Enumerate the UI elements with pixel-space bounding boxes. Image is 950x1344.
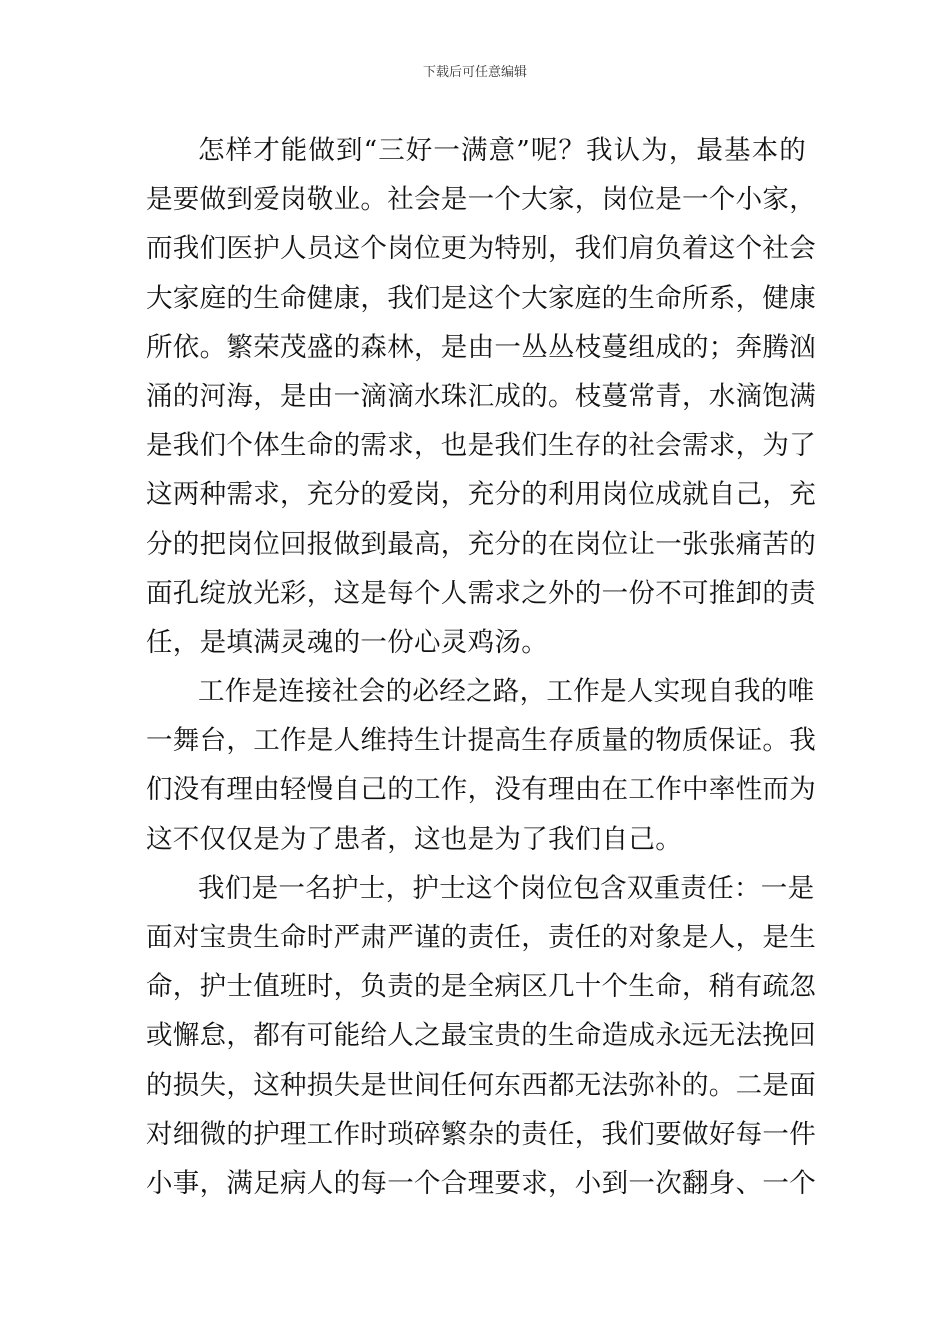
text-line: 命，护士值班时，负责的是全病区几十个生命，稍有疏忽 bbox=[146, 971, 816, 1003]
paragraph-2 bbox=[146, 667, 816, 864]
text-line: 面对宝贵生命时严肃严谨的责任，责任的对象是人，是生 bbox=[146, 922, 816, 953]
paragraph-3 bbox=[146, 864, 816, 1208]
text-line: 我们是一名护士，护士这个岗位包含双重责任：一是 bbox=[198, 872, 815, 904]
text-line: 所依。繁荣茂盛的森林，是由一丛丛枝蔓组成的；奔腾汹 bbox=[146, 331, 816, 363]
document-body bbox=[146, 126, 816, 1208]
text-line: 工作是连接社会的必经之路，工作是人实现自我的唯 bbox=[198, 676, 815, 708]
text-line: 怎样才能做到“三好一满意”呢？我认为，最基本的 bbox=[198, 135, 806, 166]
text-line: 们没有理由轻慢自己的工作，没有理由在工作中率性而为 bbox=[146, 774, 816, 806]
text-line: 一舞台，工作是人维持生计提高生存质量的物质保证。我 bbox=[146, 725, 816, 757]
page-header: 下载后可任意编辑 bbox=[422, 65, 527, 80]
text-line: 这两种需求，充分的爱岗，充分的利用岗位成就自己，充 bbox=[146, 479, 816, 511]
text-line: 小事，满足病人的每一个合理要求，小到一次翻身、一个 bbox=[146, 1167, 816, 1199]
text-line: 是要做到爱岗敬业。社会是一个大家，岗位是一个小家， bbox=[146, 184, 816, 216]
text-line: 是我们个体生命的需求，也是我们生存的社会需求，为了 bbox=[146, 430, 816, 462]
text-line: 而我们医护人员这个岗位更为特别，我们肩负着这个社会 bbox=[146, 233, 816, 265]
text-line: 分的把岗位回报做到最高，充分的在岗位让一张张痛苦的 bbox=[146, 528, 816, 560]
text-line: 大家庭的生命健康，我们是这个大家庭的生命所系，健康 bbox=[146, 282, 816, 314]
paragraph-1 bbox=[146, 126, 816, 667]
text-line: 的损失，这种损失是世间任何东西都无法弥补的。二是面 bbox=[146, 1069, 816, 1101]
text-line: 涌的河海，是由一滴滴水珠汇成的。枝蔓常青，水滴饱满 bbox=[146, 380, 816, 412]
text-line: 这不仅仅是为了患者，这也是为了我们自己。 bbox=[146, 823, 682, 855]
text-line: 对细微的护理工作时琐碎繁杂的责任，我们要做好每一件 bbox=[146, 1118, 816, 1150]
text-line: 任，是填满灵魂的一份心灵鸡汤。 bbox=[146, 626, 548, 658]
text-line: 或懈怠，都有可能给人之最宝贵的生命造成永远无法挽回 bbox=[146, 1020, 816, 1052]
text-line: 面孔绽放光彩，这是每个人需求之外的一份不可推卸的责 bbox=[146, 577, 816, 609]
